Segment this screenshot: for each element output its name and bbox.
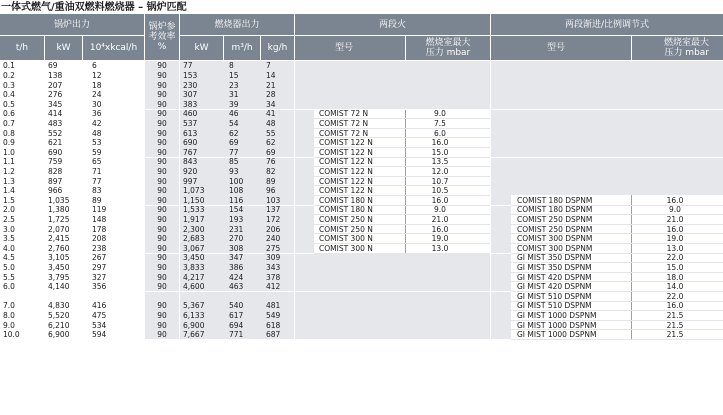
- cell-m3h: 69: [229, 138, 239, 148]
- cell-efficiency: 90: [157, 138, 167, 148]
- cell-kcal: 327: [92, 272, 107, 282]
- cell-th: 1.2: [3, 166, 15, 176]
- cell-burner-kw: 1,917: [183, 214, 205, 224]
- cell-kw: 6,210: [48, 320, 70, 330]
- cell-kgh: 96: [266, 186, 276, 196]
- cell-burner-kw: 1,073: [183, 186, 205, 196]
- cell-efficiency: 90: [157, 205, 167, 215]
- cell-burner-kw: 7,667: [183, 330, 205, 340]
- cell-kw: 207: [48, 80, 63, 90]
- cell-two-stage-model: COMIST 72 N: [319, 118, 369, 128]
- cell-two-stage-pressure: 16.0: [431, 224, 449, 234]
- cell-kw: 966: [48, 186, 63, 196]
- cell-two-stage-model: COMIST 122 N: [319, 138, 373, 148]
- cell-efficiency: 90: [157, 301, 167, 311]
- cell-kgh: 240: [266, 234, 281, 244]
- cell-kcal: 42: [92, 118, 102, 128]
- cell-burner-kw: 767: [183, 147, 198, 157]
- cell-burner-kw: 153: [183, 70, 198, 80]
- cell-efficiency: 90: [157, 90, 167, 100]
- cell-efficiency: 90: [157, 70, 167, 80]
- cell-kw: 3,105: [48, 253, 70, 263]
- page-title: 一体式燃气/重油双燃料燃烧器 – 锅炉匹配: [1, 2, 187, 13]
- cell-two-stage-pressure: 9.0: [434, 205, 446, 215]
- cell-kw: 483: [48, 118, 63, 128]
- cell-m3h: 308: [229, 243, 244, 253]
- cell-m3h: 386: [229, 262, 244, 272]
- cell-kgh: 618: [266, 320, 281, 330]
- cell-mod-pressure: 22.0: [666, 253, 684, 263]
- cell-kcal: 475: [92, 310, 107, 320]
- cell-m3h: 54: [229, 118, 239, 128]
- cell-kw: 4,140: [48, 282, 70, 292]
- cell-efficiency: 90: [157, 176, 167, 186]
- cell-burner-kw: 6,900: [183, 320, 205, 330]
- cell-m3h: 77: [229, 147, 239, 157]
- cell-kgh: 206: [266, 224, 281, 234]
- cell-th: 1.1: [3, 157, 15, 167]
- header-two-stage: 两段火: [295, 14, 490, 35]
- cell-kcal: 30: [92, 99, 102, 109]
- cell-kgh: 172: [266, 214, 281, 224]
- cell-m3h: 15: [229, 70, 239, 80]
- column-divider: [294, 61, 295, 339]
- cell-burner-kw: 5,367: [183, 301, 205, 311]
- cell-two-stage-pressure: 21.0: [431, 214, 449, 224]
- cell-two-stage-pressure: 19.0: [431, 234, 449, 244]
- cell-burner-kw: 537: [183, 118, 198, 128]
- cell-kcal: 356: [92, 282, 107, 292]
- cell-kw: 2,415: [48, 234, 70, 244]
- cell-efficiency: 90: [157, 262, 167, 272]
- cell-mod-pressure: 16.0: [666, 301, 684, 311]
- cell-m3h: 93: [229, 166, 239, 176]
- cell-kcal: 208: [92, 234, 107, 244]
- cell-burner-kw: 997: [183, 176, 198, 186]
- cell-kcal: 65: [92, 157, 102, 167]
- cell-mod-pressure: 16.0: [666, 195, 684, 205]
- cell-two-stage-model: COMIST 250 N: [319, 214, 373, 224]
- cell-m3h: 154: [229, 205, 244, 215]
- header-pressure-2: 燃烧室最大 压力 mbar: [632, 36, 723, 60]
- cell-mod-model: COMIST 300 DSPNM: [517, 243, 593, 253]
- cell-mod-pressure: 21.0: [666, 214, 684, 224]
- cell-mod-pressure: 22.0: [666, 291, 684, 301]
- cell-th: 0.6: [3, 109, 15, 119]
- cell-mod-pressure: 14.0: [666, 282, 684, 292]
- cell-kgh: 7: [266, 61, 271, 71]
- header-kgh: kg/h: [261, 36, 294, 60]
- cell-efficiency: 90: [157, 272, 167, 282]
- cell-kcal: 119: [92, 205, 107, 215]
- cell-kw: 552: [48, 128, 63, 138]
- cell-kcal: 48: [92, 128, 102, 138]
- cell-burner-kw: 1,533: [183, 205, 205, 215]
- cell-kgh: 76: [266, 157, 276, 167]
- cell-th: 0.3: [3, 80, 15, 90]
- cell-kw: 2,070: [48, 224, 70, 234]
- cell-th: 0.8: [3, 128, 15, 138]
- cell-kcal: 534: [92, 320, 107, 330]
- cell-th: 4.5: [3, 253, 15, 263]
- cell-th: 0.7: [3, 118, 15, 128]
- cell-kgh: 309: [266, 253, 281, 263]
- cell-two-stage-model: COMIST 180 N: [319, 205, 373, 215]
- cell-th: 0.4: [3, 90, 15, 100]
- cell-kgh: 481: [266, 301, 281, 311]
- header-efficiency: 锅炉参 考效率 %: [145, 14, 179, 60]
- header-kw: kW: [45, 36, 82, 60]
- cell-th: 3.5: [3, 234, 15, 244]
- cell-two-stage-model: COMIST 300 N: [319, 243, 373, 253]
- cell-efficiency: 90: [157, 80, 167, 90]
- cell-kcal: 59: [92, 147, 102, 157]
- cell-mod-pressure: 16.0: [666, 224, 684, 234]
- cell-efficiency: 90: [157, 147, 167, 157]
- cell-kgh: 82: [266, 166, 276, 176]
- cell-m3h: 108: [229, 186, 244, 196]
- cell-efficiency: 90: [157, 253, 167, 263]
- cell-mod-pressure: 21.5: [666, 320, 684, 330]
- cell-two-stage-pressure: 15.0: [431, 147, 449, 157]
- cell-th: 8.0: [3, 310, 15, 320]
- cell-kw: 6,900: [48, 330, 70, 340]
- cell-kgh: 378: [266, 272, 281, 282]
- cell-m3h: 39: [229, 99, 239, 109]
- cell-kgh: 41: [266, 109, 276, 119]
- cell-two-stage-pressure: 16.0: [431, 195, 449, 205]
- cell-mod-model: COMIST 180 DSPNM: [517, 195, 593, 205]
- cell-burner-kw: 6,133: [183, 310, 205, 320]
- cell-kw: 345: [48, 99, 63, 109]
- cell-kcal: 297: [92, 262, 107, 272]
- cell-kcal: 148: [92, 214, 107, 224]
- cell-m3h: 463: [229, 282, 244, 292]
- cell-two-stage-pressure: 10.7: [431, 176, 449, 186]
- cell-efficiency: 90: [157, 224, 167, 234]
- cell-mod-model: GI MIST 350 DSPNM: [517, 253, 592, 263]
- cell-th: 1.0: [3, 147, 15, 157]
- cell-two-stage-pressure: 12.0: [431, 166, 449, 176]
- cell-two-stage-model: COMIST 250 N: [319, 224, 373, 234]
- cell-burner-kw: 843: [183, 157, 198, 167]
- cell-two-stage-model: COMIST 122 N: [319, 147, 373, 157]
- cell-burner-kw: 690: [183, 138, 198, 148]
- cell-kw: 3,450: [48, 262, 70, 272]
- cell-kgh: 137: [266, 205, 281, 215]
- cell-th: 1.5: [3, 195, 15, 205]
- cell-kw: 759: [48, 157, 63, 167]
- cell-two-stage-model: COMIST 122 N: [319, 176, 373, 186]
- cell-kw: 414: [48, 109, 63, 119]
- cell-efficiency: 90: [157, 310, 167, 320]
- cell-burner-kw: 4,600: [183, 282, 205, 292]
- cell-two-stage-pressure: 7.5: [434, 118, 446, 128]
- cell-burner-kw: 3,450: [183, 253, 205, 263]
- cell-m3h: 8: [229, 61, 234, 71]
- cell-mod-model: GI MIST 1000 DSPNM: [517, 320, 597, 330]
- cell-kcal: 594: [92, 330, 107, 340]
- cell-kw: 1,380: [48, 205, 70, 215]
- cell-m3h: 771: [229, 330, 244, 340]
- cell-burner-kw: 3,833: [183, 262, 205, 272]
- cell-efficiency: 90: [157, 61, 167, 71]
- cell-mod-model: GI MIST 510 DSPNM: [517, 291, 592, 301]
- cell-kw: 138: [48, 70, 63, 80]
- cell-mod-model: COMIST 250 DSPNM: [517, 224, 593, 234]
- cell-mod-pressure: 21.5: [666, 310, 684, 320]
- cell-th: 5.0: [3, 262, 15, 272]
- cell-mod-model: GI MIST 350 DSPNM: [517, 262, 592, 272]
- cell-kgh: 103: [266, 195, 281, 205]
- cell-m3h: 31: [229, 90, 239, 100]
- cell-m3h: 424: [229, 272, 244, 282]
- header-pressure: 燃烧室最大 压力 mbar: [406, 36, 490, 60]
- cell-efficiency: 90: [157, 99, 167, 109]
- cell-efficiency: 90: [157, 157, 167, 167]
- cell-th: 0.5: [3, 99, 15, 109]
- cell-burner-kw: 230: [183, 80, 198, 90]
- cell-kw: 690: [48, 147, 63, 157]
- cell-kcal: 89: [92, 195, 102, 205]
- cell-efficiency: 90: [157, 234, 167, 244]
- header-modulating: 两段渐进/比例调节式: [491, 14, 723, 35]
- cell-efficiency: 90: [157, 320, 167, 330]
- cell-kgh: 275: [266, 243, 281, 253]
- cell-kgh: 62: [266, 138, 276, 148]
- cell-kcal: 77: [92, 176, 102, 186]
- header-burner-output: 燃烧器出力: [180, 14, 294, 35]
- cell-kcal: 18: [92, 80, 102, 90]
- cell-burner-kw: 2,683: [183, 234, 205, 244]
- cell-m3h: 46: [229, 109, 239, 119]
- header-model: 型号: [295, 36, 405, 60]
- cell-efficiency: 90: [157, 214, 167, 224]
- cell-th: 0.9: [3, 138, 15, 148]
- cell-kgh: 14: [266, 70, 276, 80]
- cell-m3h: 347: [229, 253, 244, 263]
- cell-kcal: 53: [92, 138, 102, 148]
- cell-th: 0.2: [3, 70, 15, 80]
- header-boiler-output: 锅炉出力: [0, 14, 144, 35]
- cell-kcal: 83: [92, 186, 102, 196]
- cell-m3h: 116: [229, 195, 244, 205]
- cell-th: 9.0: [3, 320, 15, 330]
- cell-kgh: 343: [266, 262, 281, 272]
- cell-mod-model: GI MIST 510 DSPNM: [517, 301, 592, 311]
- cell-kgh: 687: [266, 330, 281, 340]
- column-divider: [490, 61, 491, 339]
- cell-kcal: 24: [92, 90, 102, 100]
- cell-two-stage-model: COMIST 300 N: [319, 234, 373, 244]
- cell-th: 5.5: [3, 272, 15, 282]
- cell-mod-pressure: 15.0: [666, 262, 684, 272]
- cell-mod-model: COMIST 250 DSPNM: [517, 214, 593, 224]
- cell-kcal: 71: [92, 166, 102, 176]
- cell-two-stage-model: COMIST 180 N: [319, 195, 373, 205]
- cell-mod-pressure: 13.0: [666, 243, 684, 253]
- cell-kcal: 6: [92, 61, 97, 71]
- cell-th: 1.4: [3, 186, 15, 196]
- cell-kcal: 12: [92, 70, 102, 80]
- cell-burner-kw: 307: [183, 90, 198, 100]
- cell-kgh: 48: [266, 118, 276, 128]
- cell-kw: 897: [48, 176, 63, 186]
- cell-th: 2.5: [3, 214, 15, 224]
- cell-kcal: 416: [92, 301, 107, 311]
- cell-kgh: 34: [266, 99, 276, 109]
- cell-m3h: 270: [229, 234, 244, 244]
- cell-kw: 828: [48, 166, 63, 176]
- cell-two-stage-model: COMIST 122 N: [319, 157, 373, 167]
- cell-efficiency: 90: [157, 118, 167, 128]
- cell-efficiency: 90: [157, 282, 167, 292]
- header-m3h: m³/h: [224, 36, 260, 60]
- cell-kgh: 55: [266, 128, 276, 138]
- cell-efficiency: 90: [157, 186, 167, 196]
- cell-kgh: 21: [266, 80, 276, 90]
- cell-kgh: 69: [266, 147, 276, 157]
- cell-mod-pressure: 9.0: [669, 205, 681, 215]
- cell-efficiency: 90: [157, 128, 167, 138]
- cell-th: 6.0: [3, 282, 15, 292]
- cell-two-stage-model: COMIST 72 N: [319, 128, 369, 138]
- cell-mod-model: COMIST 300 DSPNM: [517, 234, 593, 244]
- cell-efficiency: 90: [157, 195, 167, 205]
- cell-kw: 1,035: [48, 195, 70, 205]
- cell-kw: 5,520: [48, 310, 70, 320]
- cell-mod-model: COMIST 180 DSPNM: [517, 205, 593, 215]
- cell-two-stage-pressure: 13.0: [431, 243, 449, 253]
- header-model-2: 型号: [491, 36, 631, 60]
- cell-m3h: 62: [229, 128, 239, 138]
- cell-kw: 621: [48, 138, 63, 148]
- cell-burner-kw: 2,300: [183, 224, 205, 234]
- cell-mod-model: GI MIST 1000 DSPNM: [517, 330, 597, 340]
- cell-th: 7.0: [3, 301, 15, 311]
- cell-m3h: 23: [229, 80, 239, 90]
- cell-mod-model: GI MIST 1000 DSPNM: [517, 310, 597, 320]
- cell-th: 0.1: [3, 61, 15, 71]
- cell-two-stage-pressure: 13.5: [431, 157, 449, 167]
- cell-burner-kw: 77: [183, 61, 193, 71]
- cell-kgh: 89: [266, 176, 276, 186]
- cell-burner-kw: 383: [183, 99, 198, 109]
- cell-kgh: 549: [266, 310, 281, 320]
- cell-th: 3.0: [3, 224, 15, 234]
- cell-th: 2.0: [3, 205, 15, 215]
- cell-burner-kw: 3,067: [183, 243, 205, 253]
- cell-two-stage-model: COMIST 122 N: [319, 166, 373, 176]
- table-body: [0, 61, 723, 415]
- cell-kcal: 178: [92, 224, 107, 234]
- column-divider: [179, 61, 180, 339]
- cell-m3h: 540: [229, 301, 244, 311]
- cell-two-stage-pressure: 16.0: [431, 138, 449, 148]
- cell-m3h: 193: [229, 214, 244, 224]
- cell-kw: 3,795: [48, 272, 70, 282]
- cell-efficiency: 90: [157, 166, 167, 176]
- cell-mod-pressure: 19.0: [666, 234, 684, 244]
- cell-mod-model: GI MIST 420 DSPNM: [517, 282, 592, 292]
- cell-kgh: 28: [266, 90, 276, 100]
- cell-burner-kw: 1,150: [183, 195, 205, 205]
- cell-efficiency: 90: [157, 330, 167, 340]
- cell-mod-model: GI MIST 420 DSPNM: [517, 272, 592, 282]
- header-burner-kw: kW: [180, 36, 223, 60]
- cell-two-stage-pressure: 10.5: [431, 186, 449, 196]
- cell-two-stage-model: COMIST 72 N: [319, 109, 369, 119]
- cell-m3h: 100: [229, 176, 244, 186]
- cell-th: 10.0: [3, 330, 20, 340]
- header-th: t/h: [0, 36, 44, 60]
- cell-th: 4.0: [3, 243, 15, 253]
- cell-kw: 4,830: [48, 301, 70, 311]
- cell-burner-kw: 460: [183, 109, 198, 119]
- cell-kcal: 267: [92, 253, 107, 263]
- cell-burner-kw: 920: [183, 166, 198, 176]
- cell-two-stage-pressure: 6.0: [434, 128, 446, 138]
- cell-kgh: 412: [266, 282, 281, 292]
- cell-two-stage-pressure: 9.0: [434, 109, 446, 119]
- cell-mod-pressure: 21.5: [666, 330, 684, 340]
- cell-kcal: 36: [92, 109, 102, 119]
- cell-kw: 69: [48, 61, 58, 71]
- cell-burner-kw: 4,217: [183, 272, 205, 282]
- cell-kw: 2,760: [48, 243, 70, 253]
- cell-kw: 276: [48, 90, 63, 100]
- cell-burner-kw: 613: [183, 128, 198, 138]
- cell-m3h: 231: [229, 224, 244, 234]
- cell-kw: 1,725: [48, 214, 70, 224]
- cell-efficiency: 90: [157, 109, 167, 119]
- cell-two-stage-model: COMIST 122 N: [319, 186, 373, 196]
- cell-m3h: 617: [229, 310, 244, 320]
- cell-mod-pressure: 18.0: [666, 272, 684, 282]
- cell-efficiency: 90: [157, 243, 167, 253]
- cell-th: 1.3: [3, 176, 15, 186]
- burner-boiler-matching-table: [0, 14, 723, 415]
- header-kcal: 10⁴xkcal/h: [83, 36, 144, 60]
- cell-m3h: 85: [229, 157, 239, 167]
- cell-m3h: 694: [229, 320, 244, 330]
- cell-kcal: 238: [92, 243, 107, 253]
